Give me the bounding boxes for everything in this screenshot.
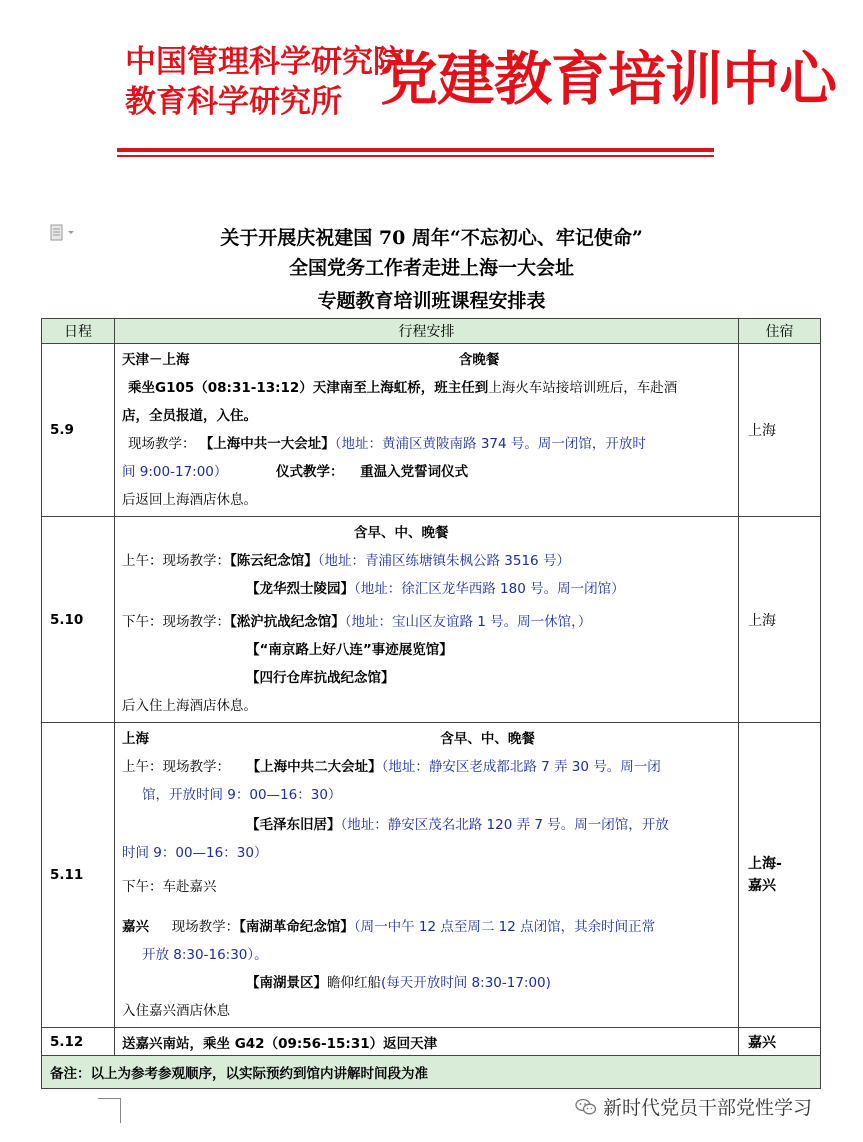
schedule-table <box>41 318 821 1089</box>
watermark-text: 新时代党员干部党性学习 <box>603 1097 813 1119</box>
meals: 含早、中、晚餐 <box>440 731 535 747</box>
site-address: （周一中午 12 点至周二 12 点闭馆，其余时间正常 <box>353 919 656 935</box>
ceremony-label: 仪式教学： <box>275 464 344 480</box>
activity-label: 现场教学： <box>128 436 196 452</box>
activity-label: 现场教学： <box>171 919 240 935</box>
site-name: 【上海中共一大会址】 <box>199 436 335 452</box>
am-label: 上午：现场教学： <box>122 759 230 775</box>
ceremony-name: 重温入党誓词仪式 <box>360 464 469 480</box>
table-header-row <box>42 319 821 344</box>
header-rule-thick <box>117 148 714 152</box>
center-name: 党建教育培训中心 <box>380 45 837 113</box>
header-plan: 行程安排 <box>115 319 739 344</box>
site-name: 【四行仓库抗战纪念馆】 <box>246 670 395 686</box>
header-rule-thin <box>117 155 714 157</box>
wechat-icon <box>575 1098 597 1116</box>
site-hours: 馆，开放时间 9：00—16：30） <box>142 787 342 803</box>
header-stay: 住宿 <box>739 319 821 344</box>
pickup-info: 上海火车站接培训班后，车赴酒 <box>488 380 678 396</box>
org-line-2: 教育科学研究所 <box>125 84 342 120</box>
header-date: 日程 <box>42 319 115 344</box>
stay-line-1: 上海- <box>748 856 782 872</box>
watermark <box>575 1093 812 1120</box>
table-row <box>42 723 821 1028</box>
day-date: 5.12 <box>42 1028 115 1056</box>
am-label: 上午：现场教学： <box>122 553 230 569</box>
day-end: 入住嘉兴酒店休息 <box>122 1003 230 1019</box>
meals: 含早、中、晚餐 <box>354 525 449 541</box>
site-name: 【龙华烈士陵园】 <box>246 581 354 597</box>
site-address: （地址：静安区老成都北路 7 弄 30 号。周一闭 <box>381 759 661 775</box>
site-address: （地址：宝山区友谊路 1 号。周一休馆，） <box>344 614 592 630</box>
site-address: （地址：黄浦区黄陂南路 374 号。周一闭馆，开放时 <box>334 436 646 452</box>
day-end: 后返回上海酒店休息。 <box>122 492 257 508</box>
site-name: 【陈云纪念馆】 <box>230 553 318 569</box>
table-row <box>42 344 821 517</box>
site-name: 【毛泽东旧居】 <box>246 817 341 833</box>
route: 天津－上海 <box>122 352 190 368</box>
day-stay: 嘉兴 <box>739 1028 821 1056</box>
day-date: 5.11 <box>42 723 115 1028</box>
day-stay <box>739 723 821 1028</box>
city: 嘉兴 <box>122 919 149 935</box>
site-address: （地址：静安区茂名北路 120 弄 7 号。周一闭馆，开放 <box>340 817 669 833</box>
site-name: 【淞沪抗战纪念馆】 <box>230 614 345 630</box>
site-name: 【南湖景区】 <box>246 975 327 991</box>
site-hours: 时间 9：00—16：30） <box>122 845 268 861</box>
train-info: 乘坐G105（08:31-13:12）天津南至上海虹桥，班主任到 <box>128 380 489 396</box>
site-name: 【南湖革命纪念馆】 <box>239 919 354 935</box>
day-stay: 上海 <box>739 517 821 723</box>
day-plan <box>115 517 739 723</box>
day-date: 5.9 <box>42 344 115 517</box>
activity: 瞻仰红船 <box>327 975 381 991</box>
pm-label: 下午：现场教学： <box>122 614 230 630</box>
site-hours: 开放 8:30-16:30）。 <box>142 947 268 963</box>
doc-title-line-2: 全国党务工作者走进上海一大会址 <box>288 257 574 279</box>
stay-line-2: 嘉兴 <box>748 878 776 894</box>
site-name: 【上海中共二大会址】 <box>246 759 382 775</box>
day-plan: 送嘉兴南站，乘坐 G42（09:56-15:31）返回天津 <box>115 1028 739 1056</box>
route: 上海 <box>122 731 149 747</box>
pm-activity: 下午：车赴嘉兴 <box>122 879 217 895</box>
site-name: 【“南京路上好八连”事迹展览馆】 <box>246 642 453 658</box>
day-plan <box>115 723 739 1028</box>
site-hours: 间 9:00-17:00） <box>122 464 228 480</box>
site-hours: (每天开放时间 8:30-17:00) <box>381 975 551 991</box>
checkin-info: 店，全员报道，入住。 <box>122 408 257 424</box>
doc-title-line-1: 关于开展庆祝建国 70 周年“不忘初心、牢记使命” <box>220 227 643 249</box>
table-row <box>42 1028 821 1056</box>
day-date: 5.10 <box>42 517 115 723</box>
site-address: （地址：徐汇区龙华西路 180 号。周一闭馆） <box>354 581 625 597</box>
org-line-1: 中国管理科学研究院 <box>125 44 404 80</box>
page-corner-mark <box>98 1098 121 1123</box>
note: 备注：以上为参考参观顺序，以实际预约到馆内讲解时间段为准 <box>42 1056 821 1089</box>
note-row <box>42 1056 821 1089</box>
meals: 含晚餐 <box>458 352 500 368</box>
doc-title-line-3: 专题教育培训班课程安排表 <box>317 290 546 312</box>
day-plan <box>115 344 739 517</box>
org-name <box>125 42 404 122</box>
day-end: 后入住上海酒店休息。 <box>122 698 257 714</box>
table-row <box>42 517 821 723</box>
day-stay: 上海 <box>739 344 821 517</box>
site-address: （地址：青浦区练塘镇朱枫公路 3516 号） <box>317 553 570 569</box>
